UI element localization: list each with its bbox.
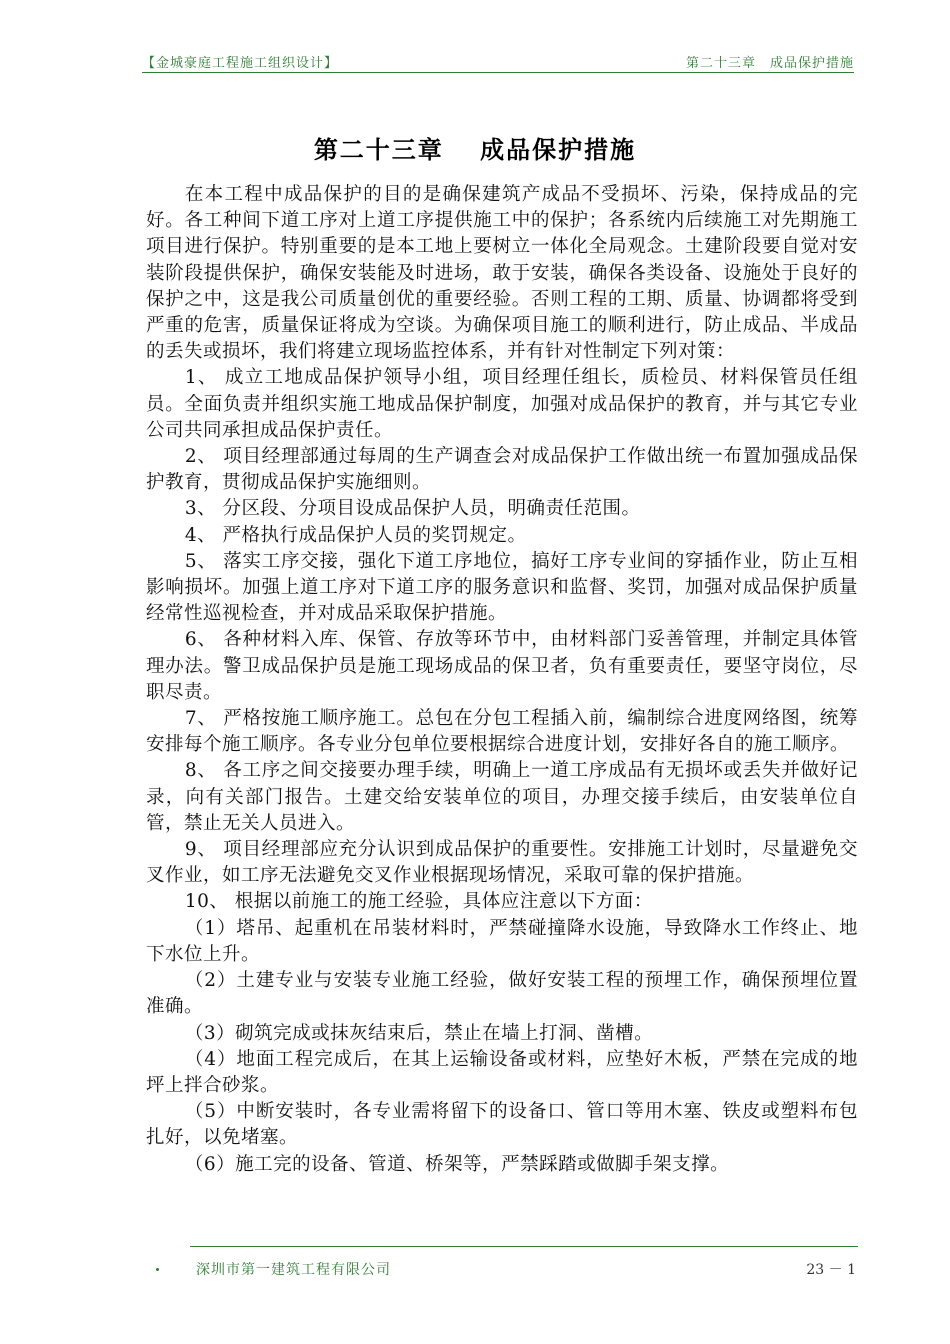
paragraph-item-3: 3、 分区段、分项目设成品保护人员，明确责任范围。 <box>184 498 641 520</box>
paragraph-subitem-6: （6）施工完的设备、管道、桥架等，严禁踩踏或做脚手架支撑。 <box>184 1153 730 1175</box>
paragraph-item-1: 1、 成立工地成品保护领导小组，项目经理任组长，质检员、材料保管员任组员。全面负责并组织实施工地成品保护制度，加强对成品保护的教育，并与其它专业公司共同承担成品保护责任。 <box>146 367 858 441</box>
page-header <box>142 50 854 73</box>
paragraph-subitem-4: （4）地面工程完成后，在其上运输设备或材料，应垫好木板，严禁在完成的地坪上拌合砂浆。 <box>146 1048 858 1096</box>
paragraph-subitem-1: （1）塔吊、起重机在吊装材料时，严禁碰撞降水设施，导致降水工作终止、地下水位上升。 <box>146 917 858 965</box>
paragraph-item-8: 8、 各工序之间交接要办理手续，明确上一道工序成品有无损坏或丢失并做好记录，向有关部门报告。土建交给安装单位的项目，办理交接手续后，由安装单位自管，禁止无关人员进入。 <box>146 760 858 834</box>
company-name: 深圳市第一建筑工程有限公司 <box>196 1262 391 1278</box>
paragraph-subitem-2: （2）土建专业与安装专业施工经验，做好安装工程的预埋工作，确保预埋位置准确。 <box>146 970 858 1018</box>
chapter-header: 第二十三章 成品保护措施 <box>685 56 854 71</box>
paragraph-subitem-5: （5）中断安装时，各专业需将留下的设备口、管口等用木塞、铁皮或塑料布包扎好，以免堵塞。 <box>146 1101 858 1149</box>
paragraph-item-2: 2、 项目经理部通过每周的生产调查会对成品保护工作做出统一布置加强成品保护教育，贯彻成品保护实施细则。 <box>146 446 858 494</box>
paragraph-item-7: 7、 严格按施工顺序施工。总包在分包工程插入前，编制综合进度网络图，统筹安排每个施工顺序。各专业分包单位要根据综合进度计划，安排好各自的施工顺序。 <box>146 708 858 756</box>
page-footer <box>190 1246 858 1277</box>
paragraph-item-10: 10、 根据以前施工的施工经验，具体应注意以下方面： <box>184 891 653 913</box>
footer-dot-icon <box>156 1268 159 1271</box>
page-number: 23 － 1 <box>806 1262 856 1278</box>
paragraph-item-5: 5、 落实工序交接，强化下道工序地位，搞好工序专业间的穿插作业，防止互相影响损坏。加强上道工序对下道工序的服务意识和监督、奖罚，加强对成品保护质量经常性巡视检查，并对成品采取保护措施。 <box>146 550 858 625</box>
paragraph-subitem-3: （3）砌筑完成或抹灰结束后，禁止在墙上打洞、凿槽。 <box>184 1022 654 1044</box>
document-title-header: 【金城豪庭工程施工组织设计】 <box>142 56 339 71</box>
paragraph-item-4: 4、 严格执行成品保护人员的奖罚规定。 <box>184 524 527 546</box>
chapter-title: 第二十三章 成品保护措施 <box>313 135 637 164</box>
document-body <box>146 182 858 1178</box>
paragraph-intro: 在本工程中成品保护的目的是确保建筑产成品不受损坏、污染，保持成品的完好。各工种间下道工序对上道工序提供施工中的保护；各系统内后续施工对先期施工项目进行保护。特别重要的是本工地上要树立一体化全局观念。土建阶段要自觉对安装阶段提供保护，确保安装能及时进场，敢于安装，确保各类设备、设施处于良好的保护之中，这是我公司质量创优的重要经验。否则工程的工期、质量、协调都将受到严重的危害，质量保证将成为空谈。为确保项目施工的顺利进行，防止成品、半成品的丢失或损坏，我们将建立现场监控体系，并有针对性制定下列对策： <box>146 184 858 363</box>
paragraph-item-6: 6、 各种材料入库、保管、存放等环节中，由材料部门妥善管理，并制定具体管理办法。警卫成品保护员是施工现场成品的保卫者，负有重要责任，要坚守岗位，尽职尽责。 <box>146 629 858 703</box>
paragraph-item-9: 9、 项目经理部应充分认识到成品保护的重要性。安排施工计划时，尽量避免交叉作业，如工序无法避免交叉作业根据现场情况，采取可靠的保护措施。 <box>146 839 858 887</box>
